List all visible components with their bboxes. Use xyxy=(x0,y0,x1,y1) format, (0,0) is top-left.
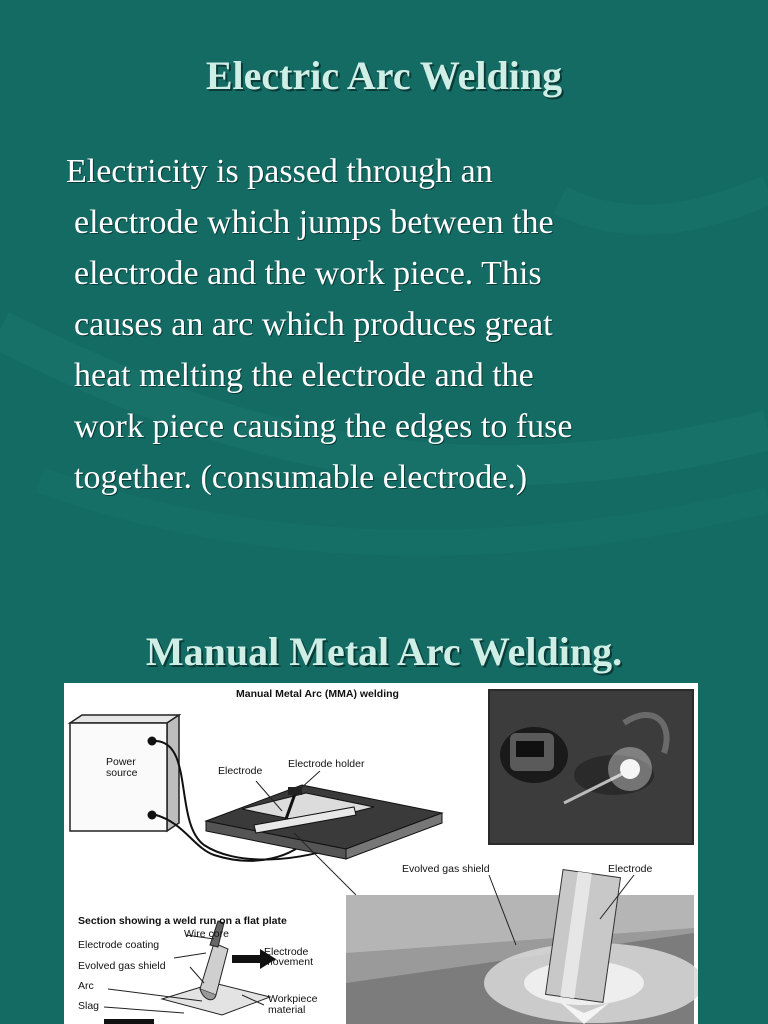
diagram-drawing xyxy=(64,683,698,1024)
label-wire-core: Wire core xyxy=(184,928,229,940)
diagram-caption: Manual Metal Arc (MMA) welding xyxy=(236,688,399,700)
label-arc: Arc xyxy=(78,980,94,992)
body-line: heat melting the electrode and the xyxy=(74,357,534,394)
label-power-source: source xyxy=(106,767,138,779)
label-section-title: Section showing a weld run on a flat plate xyxy=(78,915,287,927)
body-line: electrode which jumps between the xyxy=(74,204,554,241)
label-electrode-holder: Electrode holder xyxy=(288,758,365,770)
label-slag: Slag xyxy=(78,1000,100,1012)
body-line: Electricity is passed through an xyxy=(66,153,493,190)
body-paragraph xyxy=(66,146,716,503)
workpiece-plate xyxy=(206,785,442,859)
slide-title: Electric Arc Welding xyxy=(205,53,563,98)
label-workpiece-material: material xyxy=(268,1004,306,1016)
label-electrode-movement: movement xyxy=(264,956,314,968)
mma-welding-diagram xyxy=(64,683,698,1024)
label-power-source: Power xyxy=(106,756,136,768)
section-title: Manual Metal Arc Welding. xyxy=(145,629,623,674)
label-evolved-gas-shield: Evolved gas shield xyxy=(402,863,490,875)
label-electrode-right: Electrode xyxy=(608,863,653,875)
body-line: causes an arc which produces great xyxy=(74,306,553,343)
body-line: work piece causing the edges to fuse xyxy=(74,408,573,445)
label-electrode-movement: Electrode xyxy=(264,946,309,958)
label-evolved-gas-shield-left: Evolved gas shield xyxy=(78,960,166,972)
weld-closeup xyxy=(346,870,698,1024)
label-electrode: Electrode xyxy=(218,765,263,777)
body-line: electrode and the work piece. This xyxy=(74,255,542,292)
body-line: together. (consumable electrode.) xyxy=(74,459,528,496)
label-workpiece-material: Workpiece xyxy=(268,993,318,1005)
label-electrode-coating: Electrode coating xyxy=(78,939,160,951)
welder-photo xyxy=(488,689,694,845)
